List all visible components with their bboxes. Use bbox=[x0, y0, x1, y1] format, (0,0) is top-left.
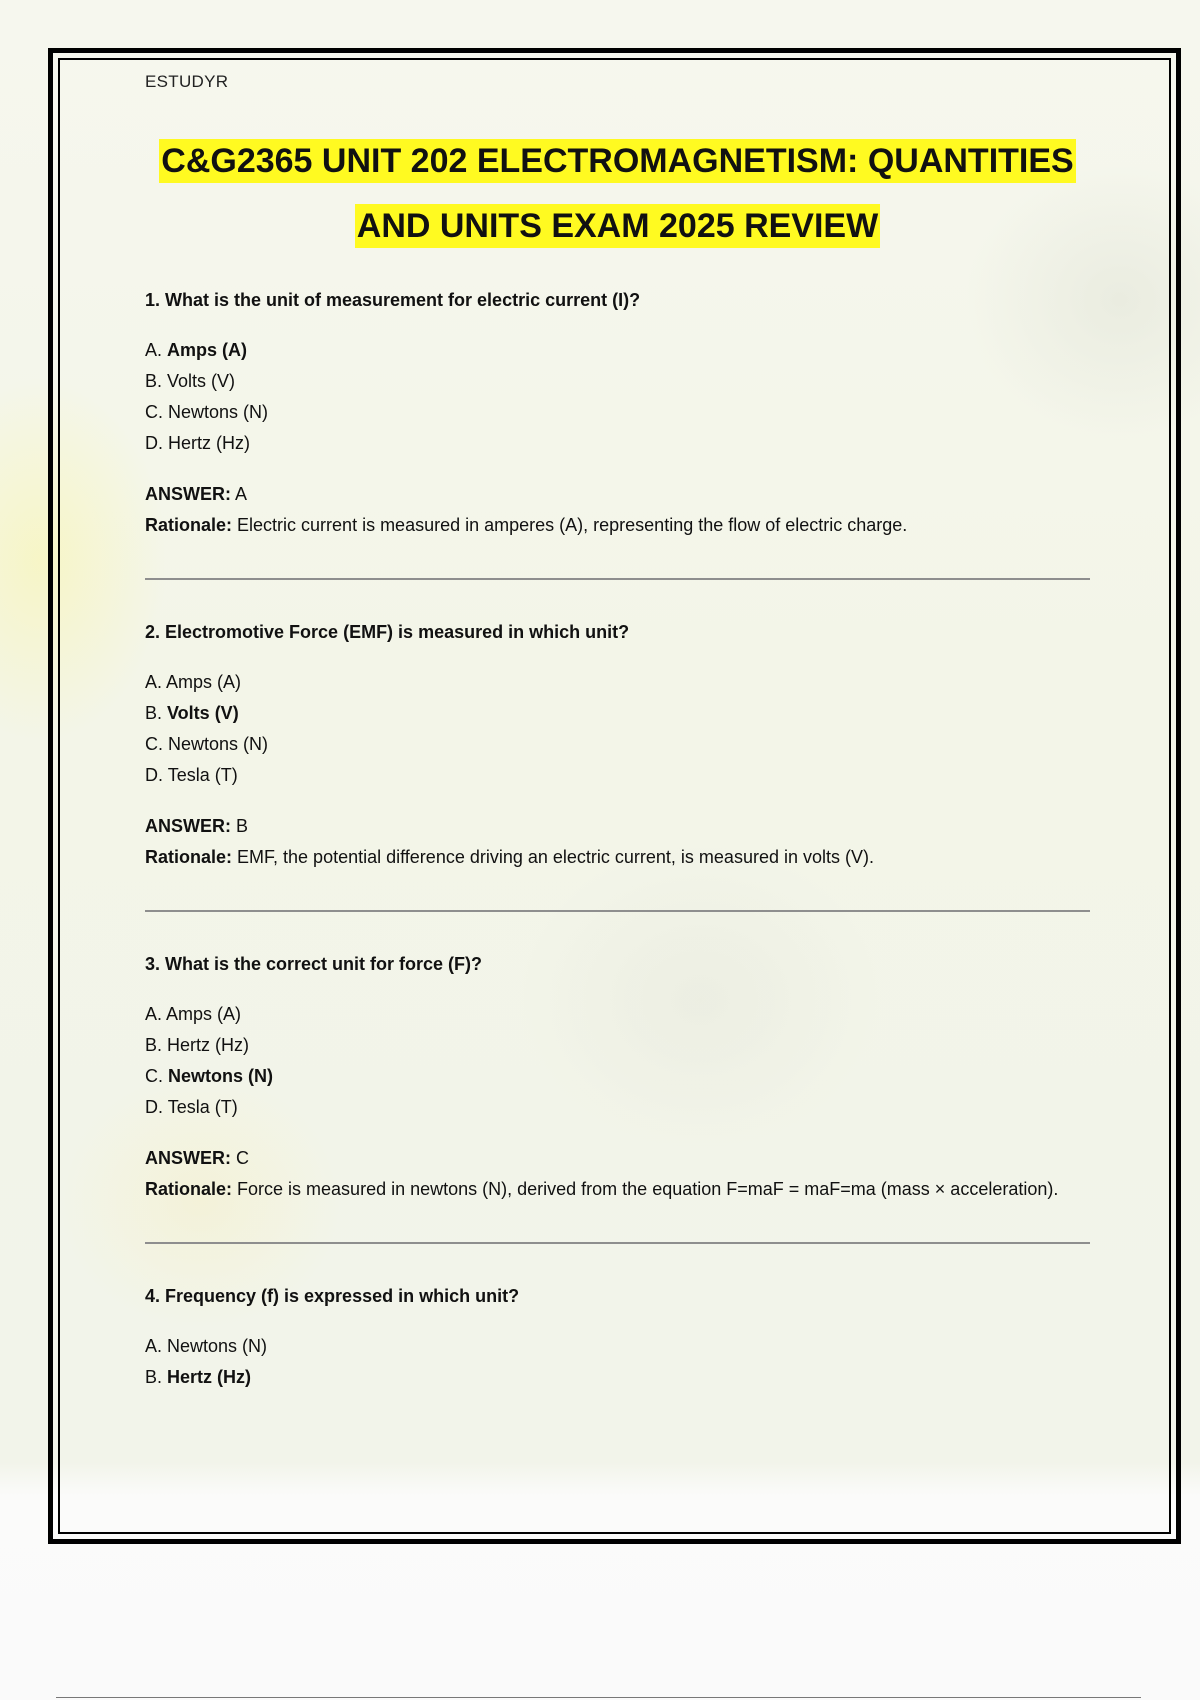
option-letter: C. bbox=[145, 734, 169, 754]
option-letter: A. bbox=[145, 672, 167, 692]
document-content bbox=[145, 72, 1090, 1413]
option-text: Newtons (N) bbox=[167, 1336, 268, 1356]
brand-label: ESTUDYR bbox=[145, 72, 229, 91]
option-text-correct: Newtons (N) bbox=[168, 1066, 274, 1086]
option-letter: A. bbox=[145, 340, 168, 360]
answer-label: ANSWER: bbox=[145, 1148, 231, 1168]
rationale-line bbox=[145, 510, 1090, 540]
option-b bbox=[145, 366, 1090, 397]
option-text-correct: Volts (V) bbox=[167, 703, 239, 723]
option-text-correct: Hertz (Hz) bbox=[167, 1367, 252, 1387]
option-letter: D. bbox=[145, 433, 169, 453]
divider bbox=[145, 1242, 1090, 1244]
divider bbox=[145, 910, 1090, 912]
option-a bbox=[145, 667, 1090, 698]
question-block-1 bbox=[145, 290, 1090, 540]
rationale-line bbox=[145, 1174, 1090, 1204]
option-text: Hertz (Hz) bbox=[168, 433, 251, 453]
option-text: Newtons (N) bbox=[168, 734, 269, 754]
answer-value: C bbox=[236, 1148, 250, 1168]
answer-value: B bbox=[236, 816, 249, 836]
question-block-3 bbox=[145, 954, 1090, 1204]
question-text: 1. What is the unit of measurement for electric current (I)? bbox=[145, 290, 641, 310]
rationale-label: Rationale: bbox=[145, 847, 233, 867]
option-letter: D. bbox=[145, 765, 168, 785]
option-d bbox=[145, 760, 1090, 791]
title-line-1: C&G2365 UNIT 202 ELECTROMAGNETISM: QUANTITIES bbox=[159, 139, 1075, 183]
option-a bbox=[145, 1331, 1090, 1362]
option-b bbox=[145, 698, 1090, 729]
option-letter: A. bbox=[145, 1336, 168, 1356]
option-text: Newtons (N) bbox=[168, 402, 269, 422]
option-letter: B. bbox=[145, 703, 168, 723]
option-a bbox=[145, 335, 1090, 366]
options-list bbox=[145, 999, 1090, 1123]
rationale-text: Electric current is measured in amperes (A), representing the flow of electric charge. bbox=[237, 515, 908, 535]
options-list bbox=[145, 335, 1090, 459]
answer-line bbox=[145, 1143, 1090, 1174]
option-c bbox=[145, 397, 1090, 428]
option-b bbox=[145, 1362, 1090, 1393]
options-list bbox=[145, 667, 1090, 791]
option-text: Tesla (T) bbox=[167, 1097, 238, 1117]
option-c bbox=[145, 1061, 1090, 1092]
option-letter: C. bbox=[145, 1066, 169, 1086]
option-a bbox=[145, 999, 1090, 1030]
title-line-2: AND UNITS EXAM 2025 REVIEW bbox=[355, 204, 880, 248]
options-list bbox=[145, 1331, 1090, 1393]
rationale-label: Rationale: bbox=[145, 1179, 233, 1199]
option-text: Amps (A) bbox=[166, 672, 242, 692]
page-bottom-rule bbox=[56, 1697, 1141, 1698]
option-text-correct: Amps (A) bbox=[167, 340, 248, 360]
rationale-label: Rationale: bbox=[145, 515, 233, 535]
option-letter: B. bbox=[145, 1367, 168, 1387]
rationale-line bbox=[145, 842, 1090, 872]
option-letter: A. bbox=[145, 1004, 167, 1024]
option-text: Amps (A) bbox=[166, 1004, 242, 1024]
option-d bbox=[145, 1092, 1090, 1123]
question-block-2 bbox=[145, 622, 1090, 872]
option-letter: C. bbox=[145, 402, 169, 422]
option-text: Volts (V) bbox=[167, 371, 236, 391]
rationale-text: Force is measured in newtons (N), derived from the equation F=maF = maF=ma (mass × acceleration). bbox=[237, 1179, 1059, 1199]
rationale-text: EMF, the potential difference driving an electric current, is measured in volts (V). bbox=[237, 847, 874, 867]
document-title bbox=[145, 132, 1090, 262]
option-c bbox=[145, 729, 1090, 760]
option-d bbox=[145, 428, 1090, 459]
option-letter: D. bbox=[145, 1097, 168, 1117]
question-block-4 bbox=[145, 1286, 1090, 1393]
divider bbox=[145, 578, 1090, 580]
answer-label: ANSWER: bbox=[145, 816, 231, 836]
question-text: 3. What is the correct unit for force (F)? bbox=[145, 954, 483, 974]
answer-label: ANSWER: bbox=[145, 484, 231, 504]
option-text: Hertz (Hz) bbox=[167, 1035, 250, 1055]
question-text: 4. Frequency (f) is expressed in which unit? bbox=[145, 1286, 520, 1306]
question-text: 2. Electromotive Force (EMF) is measured in which unit? bbox=[145, 622, 630, 642]
answer-line bbox=[145, 479, 1090, 510]
option-letter: B. bbox=[145, 371, 168, 391]
answer-value: A bbox=[235, 484, 248, 504]
option-letter: B. bbox=[145, 1035, 168, 1055]
option-b bbox=[145, 1030, 1090, 1061]
option-text: Tesla (T) bbox=[167, 765, 238, 785]
answer-line bbox=[145, 811, 1090, 842]
